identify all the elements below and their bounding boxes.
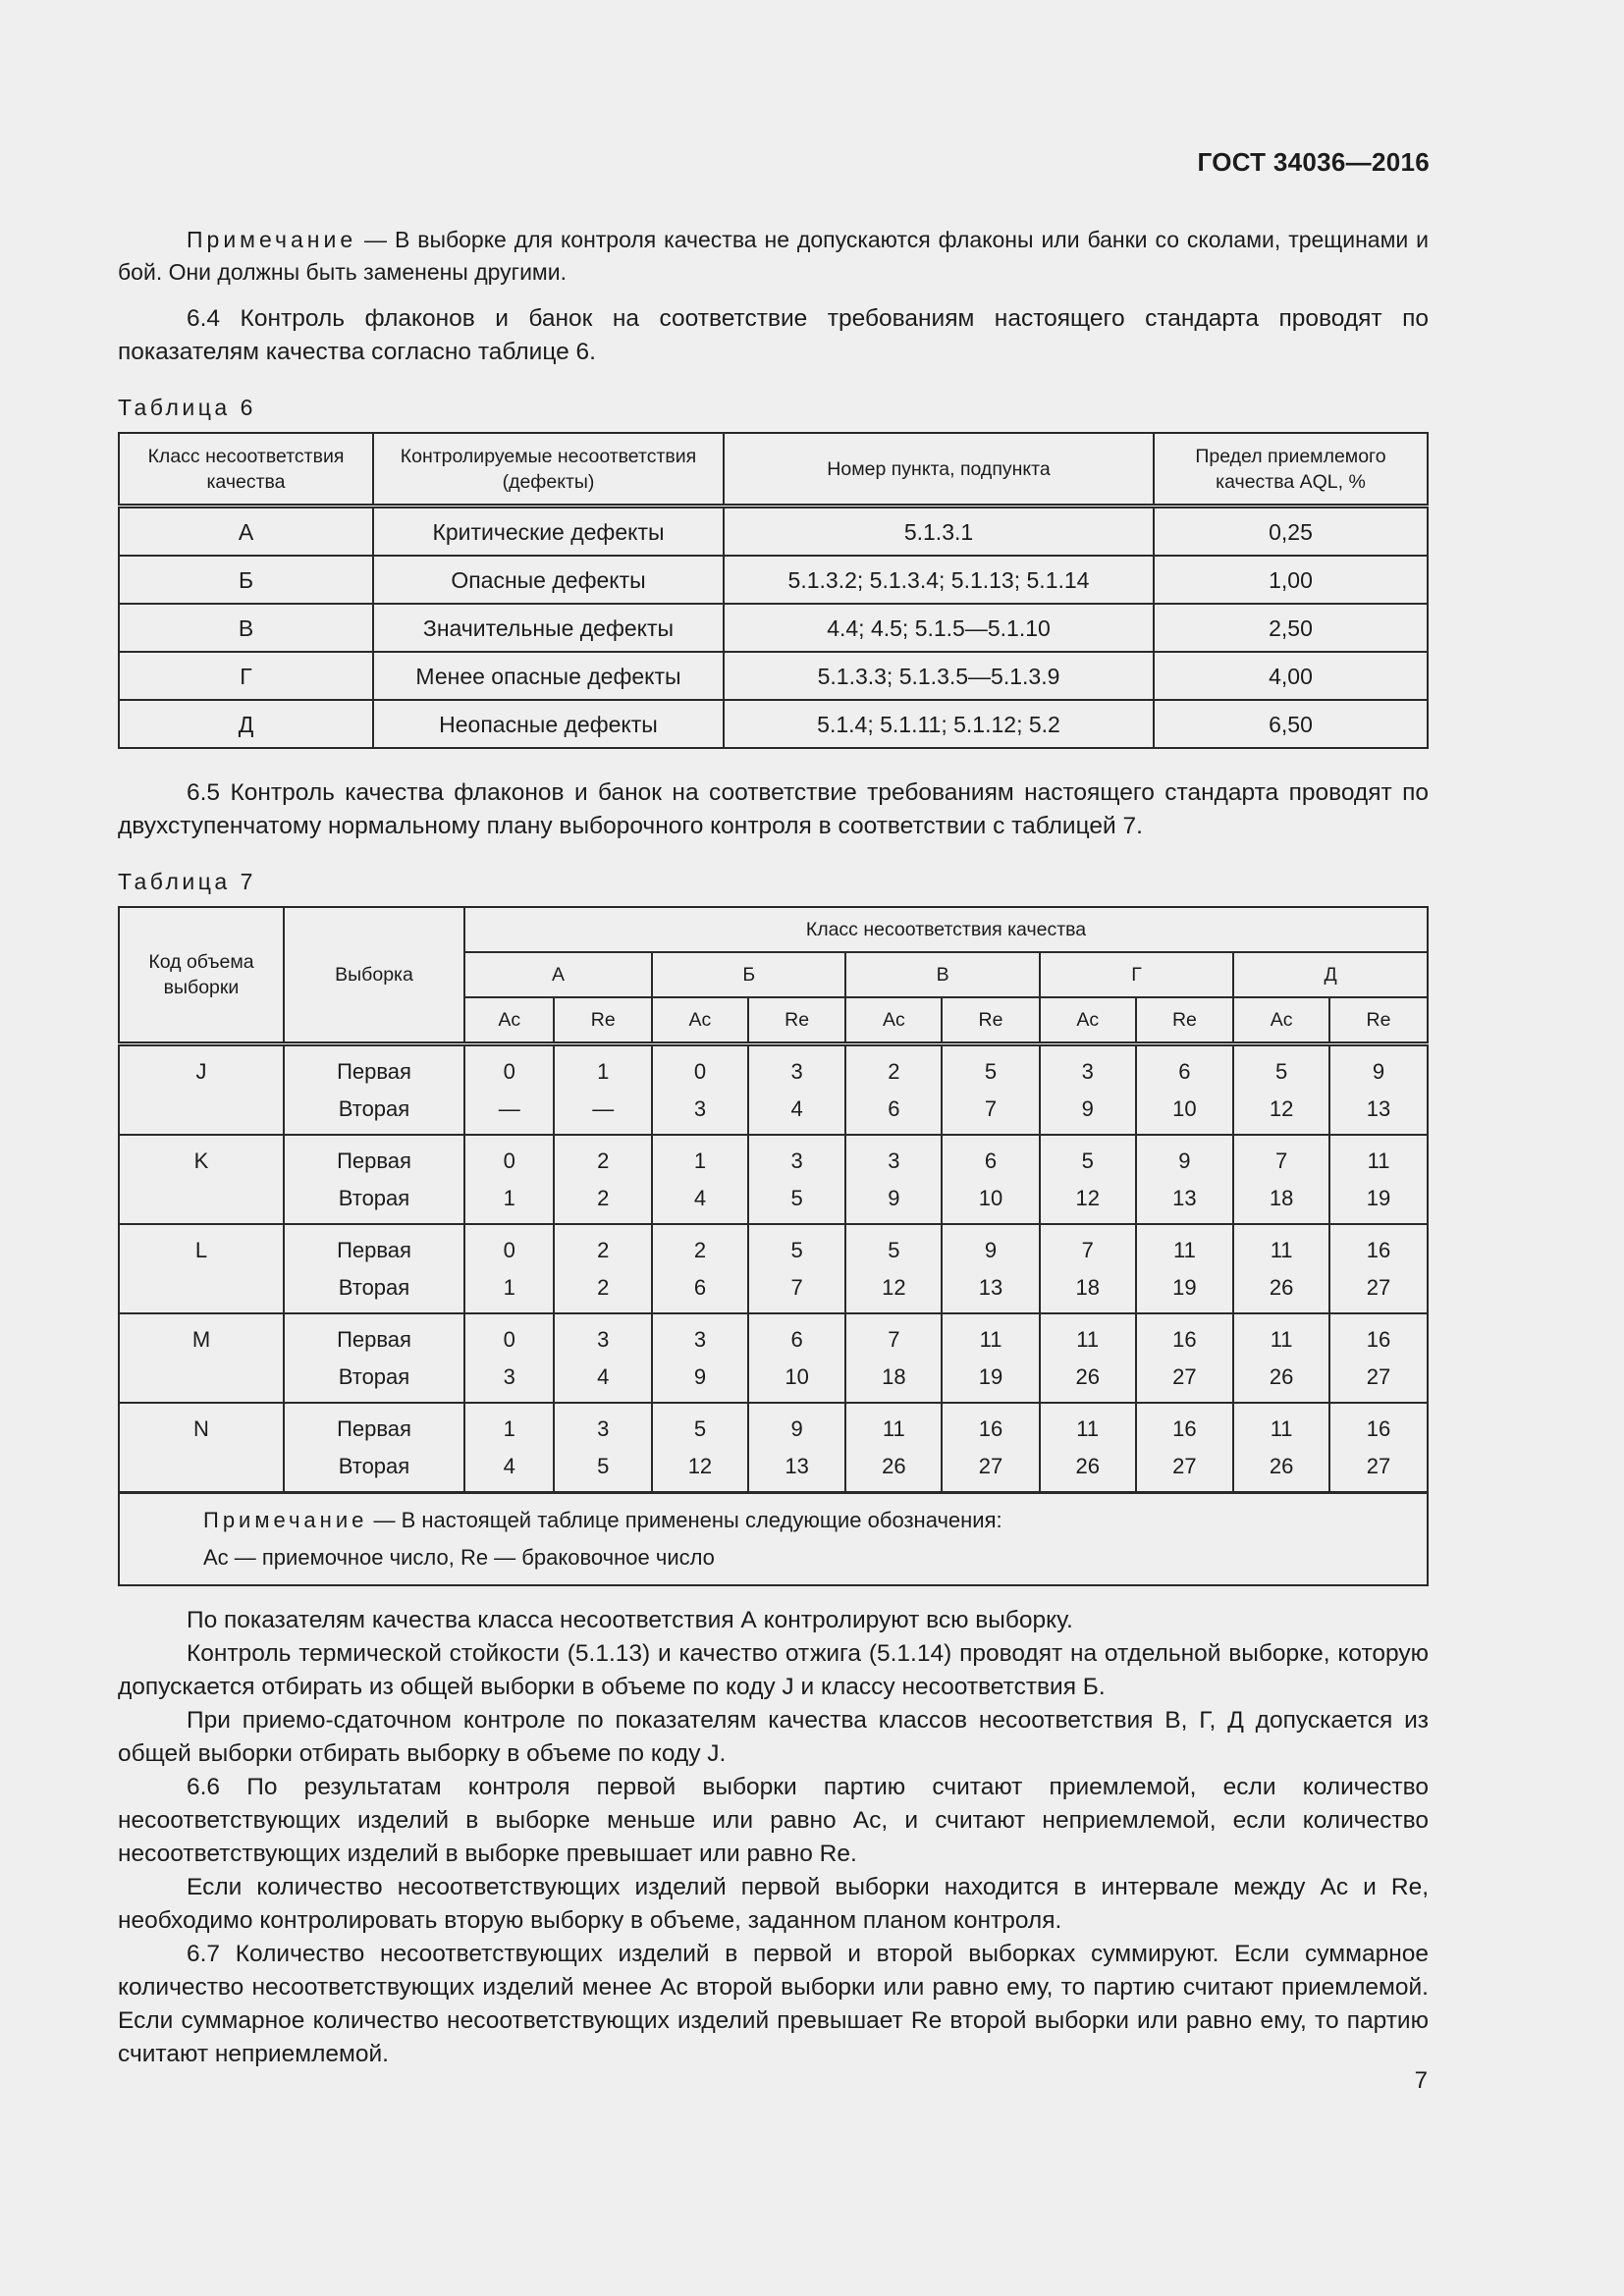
first-sample-value: 3: [597, 1327, 610, 1352]
first-sample-value: 16: [1172, 1416, 1197, 1441]
second-sample-value: 19: [1172, 1275, 1197, 1300]
first-sample-value: 16: [1366, 1238, 1391, 1262]
table7-value-cell: [464, 1135, 554, 1224]
document-header: ГОСТ 34036—2016: [1197, 147, 1430, 177]
table7-value-cell: [1136, 1403, 1234, 1493]
table7-re-header: Re: [1329, 997, 1428, 1044]
table7-value-cell: [464, 1313, 554, 1403]
first-sample-value: 5: [693, 1416, 707, 1441]
table-7: [118, 906, 1429, 1586]
second-sample-value: 10: [1172, 1096, 1197, 1121]
first-sample-value: 7: [1274, 1148, 1288, 1173]
table7-value-cell: [845, 1313, 942, 1403]
table7-value-cell: [845, 1135, 942, 1224]
table7-code-cell: J: [119, 1044, 284, 1136]
first-sample-value: 3: [888, 1148, 900, 1173]
table6-row: [119, 700, 1428, 748]
table6-cell: Б: [119, 556, 373, 604]
second-sample-label: Вторая: [338, 1364, 410, 1389]
first-sample-value: 5: [1274, 1059, 1288, 1084]
table6-cell: В: [119, 604, 373, 652]
first-sample-value: 0: [693, 1059, 707, 1084]
first-sample-value: 3: [1081, 1059, 1094, 1084]
table7-value-cell: [652, 1403, 748, 1493]
body-paragraph: По показателям качества класса несоответствия А контролируют всю выборку.: [187, 1607, 1073, 1633]
second-sample-value: 4: [503, 1454, 515, 1478]
first-sample-value: 3: [790, 1059, 803, 1084]
first-sample-value: 9: [790, 1416, 803, 1441]
table7-row: [119, 1224, 1428, 1313]
table7-value-cell: [748, 1224, 846, 1313]
first-sample-value: 2: [597, 1148, 610, 1173]
table6-cell: Опасные дефекты: [373, 556, 724, 604]
table6-header-cell: Класс несоответствия качества: [119, 433, 373, 507]
table7-row: [119, 1044, 1428, 1136]
first-sample-value: 5: [1081, 1148, 1094, 1173]
body-paragraph: Контроль термической стойкости (5.1.13) и качество отжига (5.1.14) проводят на отдельной выборке, которую допускается отбирать из общей выборки в объеме по коду J и классу несоответствия Б.: [118, 1640, 1429, 1700]
second-sample-value: 6: [693, 1275, 707, 1300]
second-sample-value: 3: [503, 1364, 515, 1389]
table6-cell: Г: [119, 652, 373, 700]
second-sample-value: 7: [790, 1275, 803, 1300]
table7-value-cell: [652, 1224, 748, 1313]
table6-row: [119, 556, 1428, 604]
first-sample-value: 11: [1367, 1148, 1390, 1173]
table7-ac-header: Ac: [845, 997, 942, 1044]
table7-value-cell: [845, 1224, 942, 1313]
table7-value-cell: [1136, 1224, 1234, 1313]
table7-value-cell: [748, 1044, 846, 1136]
table6-cell: 1,00: [1154, 556, 1428, 604]
table7-re-header: Re: [748, 997, 846, 1044]
second-sample-value: 13: [785, 1454, 809, 1478]
table6-cell: Значительные дефекты: [373, 604, 724, 652]
second-sample-value: 9: [888, 1186, 900, 1210]
table7-caption: Таблица 7: [118, 869, 256, 894]
second-sample-label: Вторая: [338, 1275, 410, 1300]
first-sample-value: 1: [597, 1059, 610, 1084]
table7-value-cell: [942, 1135, 1040, 1224]
table7-row: [119, 1403, 1428, 1493]
table7-note: [119, 1493, 1428, 1586]
table6-cell: 4,00: [1154, 652, 1428, 700]
table7-ac-header: Ac: [1040, 997, 1136, 1044]
first-sample-value: 2: [888, 1059, 900, 1084]
table6-cell: Критические дефекты: [373, 507, 724, 557]
table6-cell: 2,50: [1154, 604, 1428, 652]
table7-ac-header: Ac: [1233, 997, 1329, 1044]
table7-note-legend: Ac — приемочное число, Re — браковочное число: [203, 1545, 715, 1570]
table7-value-cell: [464, 1224, 554, 1313]
table7-value-cell: [1136, 1313, 1234, 1403]
first-sample-value: 3: [790, 1148, 803, 1173]
table7-header-sample: Выборка: [284, 907, 464, 1044]
table6-row: [119, 604, 1428, 652]
first-sample-value: 11: [882, 1416, 905, 1441]
table7-value-cell: [554, 1224, 652, 1313]
first-sample-value: 3: [597, 1416, 610, 1441]
first-sample-value: 1: [503, 1416, 515, 1441]
first-sample-label: Первая: [337, 1148, 411, 1173]
table7-note-text: — В настоящей таблице применены следующие обозначения:: [367, 1508, 1002, 1532]
body-paragraph: 6.7 Количество несоответствующих изделий в первой и второй выборках суммируют. Если суммарное количество несоответствующих изделий менее Ac второй выборки или равно ему, то партию считают приемлемой. Если суммарное количество несоответствующих изделий превышает Re второй выборки или равно ему, то партию считают неприемлемой.: [118, 1941, 1429, 2067]
second-sample-value: 12: [882, 1275, 906, 1300]
first-sample-value: 11: [1270, 1327, 1293, 1352]
table7-header-code: Код объема выборки: [119, 907, 284, 1044]
table7-sample-cell: [284, 1313, 464, 1403]
table7-value-cell: [1233, 1044, 1329, 1136]
body-paragraph: При приемо-сдаточном контроле по показателям качества классов несоответствия В, Г, Д допускается из общей выборки отбирать выборку в объеме по коду J.: [118, 1707, 1429, 1767]
table7-sample-cell: [284, 1403, 464, 1493]
table6-cell: Неопасные дефекты: [373, 700, 724, 748]
table6-cell: 0,25: [1154, 507, 1428, 557]
table7-value-cell: [1040, 1313, 1136, 1403]
second-sample-value: 5: [790, 1186, 803, 1210]
table7-value-cell: [1040, 1135, 1136, 1224]
second-sample-value: 26: [1269, 1275, 1294, 1300]
second-sample-value: 4: [597, 1364, 610, 1389]
first-sample-value: 7: [888, 1327, 900, 1352]
second-sample-value: 6: [888, 1096, 900, 1121]
first-sample-value: 6: [984, 1148, 998, 1173]
table7-value-cell: [1136, 1044, 1234, 1136]
table7-code-cell: N: [119, 1403, 284, 1493]
second-sample-value: 19: [1366, 1186, 1391, 1210]
table7-value-cell: [1329, 1313, 1428, 1403]
table7-value-cell: [942, 1403, 1040, 1493]
first-sample-value: 6: [790, 1327, 803, 1352]
table7-value-cell: [652, 1135, 748, 1224]
table6-cell: 4.4; 4.5; 5.1.5—5.1.10: [724, 604, 1154, 652]
first-sample-value: 11: [1172, 1238, 1196, 1262]
table-6: [118, 432, 1429, 749]
table6-cell: А: [119, 507, 373, 557]
second-sample-value: 10: [785, 1364, 809, 1389]
table7-value-cell: [1233, 1403, 1329, 1493]
first-sample-value: 11: [979, 1327, 1002, 1352]
table7-row: [119, 1135, 1428, 1224]
table6-header-cell: Номер пункта, подпункта: [724, 433, 1154, 507]
body-paragraph: 6.6 По результатам контроля первой выборки партию считают приемлемой, если количество несоответствующих изделий в выборке меньше или равно Ac, и считают неприемлемой, если количество несоответствующих изделий в выборке превышает или равно Re.: [118, 1774, 1429, 1867]
table7-note-label: Примечание: [203, 1508, 368, 1532]
second-sample-value: 26: [1075, 1364, 1100, 1389]
second-sample-value: 12: [687, 1454, 713, 1478]
table7-class-header: Г: [1040, 952, 1233, 997]
second-sample-value: —: [592, 1096, 615, 1121]
second-sample-value: 1: [503, 1275, 515, 1300]
second-sample-label: Вторая: [338, 1454, 410, 1478]
note-label: Примечание: [187, 227, 357, 252]
second-sample-value: 19: [978, 1364, 1003, 1389]
table7-value-cell: [1329, 1403, 1428, 1493]
second-sample-value: 27: [1366, 1364, 1391, 1389]
table7-re-header: Re: [942, 997, 1040, 1044]
table6-cell: 5.1.4; 5.1.11; 5.1.12; 5.2: [724, 700, 1154, 748]
table7-value-cell: [1329, 1224, 1428, 1313]
paragraph-6-5: 6.5 Контроль качества флаконов и банок на соответствие требованиям настоящего стандарта проводят по двухступенчатому нормальному плану выборочного контроля в соответствии с таблицей 7.: [118, 779, 1429, 839]
table7-value-cell: [748, 1403, 846, 1493]
table7-value-cell: [942, 1044, 1040, 1136]
table7-header-class: Класс несоответствия качества: [464, 907, 1428, 952]
table7-value-cell: [942, 1224, 1040, 1313]
table7-re-header: Re: [554, 997, 652, 1044]
second-sample-value: —: [498, 1096, 520, 1121]
first-sample-value: 9: [1372, 1059, 1385, 1084]
first-sample-value: 9: [984, 1238, 998, 1262]
first-sample-value: 2: [597, 1238, 610, 1262]
table7-value-cell: [748, 1135, 846, 1224]
table7-value-cell: [464, 1044, 554, 1136]
paragraph-6-4: 6.4 Контроль флаконов и банок на соответствие требованиям настоящего стандарта проводят по показателям качества согласно таблице 6.: [118, 305, 1429, 365]
table7-class-header: Б: [652, 952, 845, 997]
page-content: [118, 224, 1429, 2071]
table7-value-cell: [554, 1403, 652, 1493]
first-sample-label: Первая: [337, 1238, 411, 1262]
first-sample-value: 16: [1366, 1416, 1391, 1441]
table7-sample-cell: [284, 1044, 464, 1136]
first-sample-value: 0: [503, 1327, 515, 1352]
second-sample-value: 27: [1172, 1454, 1197, 1478]
first-sample-value: 2: [693, 1238, 707, 1262]
second-sample-value: 27: [1172, 1364, 1197, 1389]
second-sample-value: 27: [1366, 1275, 1391, 1300]
table6-caption: Таблица 6: [118, 395, 256, 420]
first-sample-value: 1: [693, 1148, 707, 1173]
table6-row: [119, 652, 1428, 700]
first-sample-value: 0: [503, 1059, 515, 1084]
table6-header-cell: Предел приемлемого качества AQL, %: [1154, 433, 1428, 507]
second-sample-value: 9: [1081, 1096, 1094, 1121]
table7-code-cell: L: [119, 1224, 284, 1313]
second-sample-value: 13: [978, 1275, 1003, 1300]
table6-cell: Д: [119, 700, 373, 748]
table6-cell: 5.1.3.1: [724, 507, 1154, 557]
table7-value-cell: [942, 1313, 1040, 1403]
table7-value-cell: [1040, 1044, 1136, 1136]
second-sample-value: 26: [1269, 1364, 1294, 1389]
second-sample-value: 9: [693, 1364, 707, 1389]
table7-value-cell: [1233, 1313, 1329, 1403]
first-sample-value: 11: [1270, 1416, 1293, 1441]
second-sample-value: 26: [1269, 1454, 1294, 1478]
second-sample-value: 4: [790, 1096, 803, 1121]
first-sample-value: 6: [1178, 1059, 1191, 1084]
first-sample-label: Первая: [337, 1416, 411, 1441]
table6-cell: Менее опасные дефекты: [373, 652, 724, 700]
first-sample-value: 5: [790, 1238, 803, 1262]
second-sample-value: 13: [1172, 1186, 1197, 1210]
table7-re-header: Re: [1136, 997, 1234, 1044]
table7-value-cell: [1040, 1403, 1136, 1493]
table7-value-cell: [1040, 1224, 1136, 1313]
table7-value-cell: [845, 1044, 942, 1136]
second-sample-value: 4: [693, 1186, 707, 1210]
second-sample-value: 12: [1269, 1096, 1294, 1121]
table7-value-cell: [1233, 1135, 1329, 1224]
table7-value-cell: [1329, 1044, 1428, 1136]
body-paragraph: Если количество несоответствующих изделий первой выборки находится в интервале между Ac и Re, необходимо контролировать вторую выборку в объеме, заданном планом контроля.: [118, 1874, 1429, 1934]
table7-value-cell: [1136, 1135, 1234, 1224]
first-sample-label: Первая: [337, 1327, 411, 1352]
table7-class-header: Д: [1233, 952, 1428, 997]
table7-sample-cell: [284, 1135, 464, 1224]
first-sample-value: 16: [978, 1416, 1003, 1441]
first-sample-value: 7: [1081, 1238, 1094, 1262]
table7-value-cell: [554, 1044, 652, 1136]
table7-row: [119, 1313, 1428, 1403]
first-sample-value: 11: [1270, 1238, 1293, 1262]
table6-row: [119, 507, 1428, 557]
second-sample-value: 7: [984, 1096, 998, 1121]
first-sample-value: 11: [1076, 1327, 1100, 1352]
table7-class-header: А: [464, 952, 652, 997]
second-sample-value: 1: [503, 1186, 515, 1210]
second-sample-value: 26: [1075, 1454, 1100, 1478]
first-sample-value: 3: [693, 1327, 707, 1352]
second-sample-value: 18: [882, 1364, 906, 1389]
second-sample-value: 2: [597, 1186, 610, 1210]
table7-value-cell: [1233, 1224, 1329, 1313]
second-sample-value: 2: [597, 1275, 610, 1300]
second-sample-value: 27: [1366, 1454, 1391, 1478]
note-paragraph: [118, 224, 1429, 289]
second-sample-value: 12: [1075, 1186, 1100, 1210]
table7-value-cell: [554, 1313, 652, 1403]
first-sample-value: 0: [503, 1238, 515, 1262]
table7-value-cell: [652, 1044, 748, 1136]
second-sample-value: 26: [882, 1454, 906, 1478]
first-sample-value: 16: [1366, 1327, 1391, 1352]
first-sample-value: 11: [1076, 1416, 1100, 1441]
table7-value-cell: [652, 1313, 748, 1403]
table7-ac-header: Ac: [464, 997, 554, 1044]
first-sample-value: 0: [503, 1148, 515, 1173]
second-sample-value: 5: [597, 1454, 610, 1478]
first-sample-value: 5: [888, 1238, 900, 1262]
table6-cell: 5.1.3.2; 5.1.3.4; 5.1.13; 5.1.14: [724, 556, 1154, 604]
table7-value-cell: [1329, 1135, 1428, 1224]
table7-value-cell: [554, 1135, 652, 1224]
table7-sample-cell: [284, 1224, 464, 1313]
first-sample-value: 5: [984, 1059, 998, 1084]
second-sample-label: Вторая: [338, 1186, 410, 1210]
table7-code-cell: M: [119, 1313, 284, 1403]
note-text: — В выборке для контроля качества не допускаются флаконы или банки со сколами, трещинами и бой. Они должны быть заменены другими.: [118, 227, 1429, 285]
second-sample-value: 13: [1366, 1096, 1391, 1121]
table6-header-cell: Контролируемые несоответствия (дефекты): [373, 433, 724, 507]
table7-code-cell: K: [119, 1135, 284, 1224]
table7-value-cell: [748, 1313, 846, 1403]
table7-ac-header: Ac: [652, 997, 748, 1044]
second-sample-value: 27: [978, 1454, 1003, 1478]
second-sample-value: 3: [693, 1096, 707, 1121]
second-sample-label: Вторая: [338, 1096, 410, 1121]
page-number: 7: [1414, 2067, 1428, 2094]
first-sample-value: 16: [1172, 1327, 1197, 1352]
second-sample-value: 18: [1269, 1186, 1294, 1210]
table6-cell: 5.1.3.3; 5.1.3.5—5.1.3.9: [724, 652, 1154, 700]
second-sample-value: 18: [1075, 1275, 1100, 1300]
table6-cell: 6,50: [1154, 700, 1428, 748]
second-sample-value: 10: [978, 1186, 1003, 1210]
first-sample-value: 9: [1178, 1148, 1191, 1173]
table7-value-cell: [464, 1403, 554, 1493]
first-sample-label: Первая: [337, 1059, 411, 1084]
table7-value-cell: [845, 1403, 942, 1493]
table7-class-header: В: [845, 952, 1039, 997]
body-paragraphs: [118, 1604, 1429, 2071]
